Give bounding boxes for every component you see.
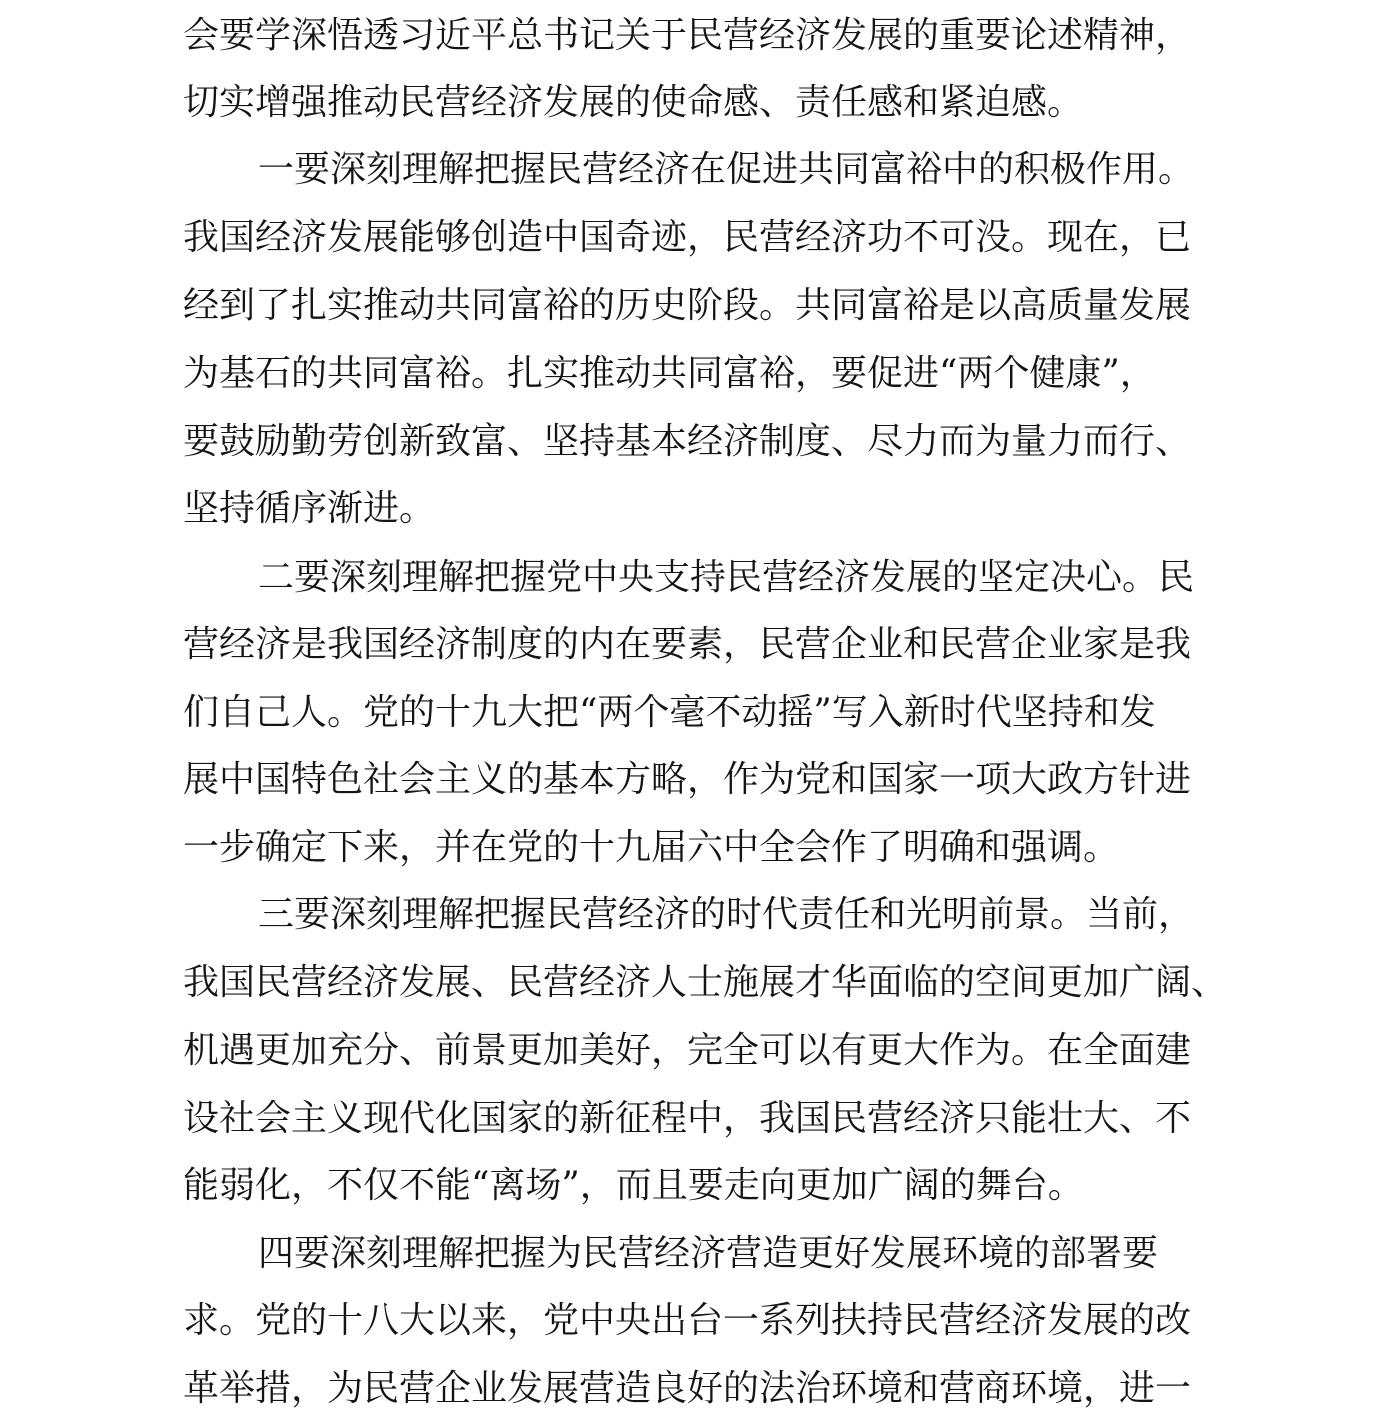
text-line-2: 切实增强推动民营经济发展的使命感、责任感和紧迫感。 <box>183 82 1084 123</box>
text-line-10: 营经济是我国经济制度的内在要素，民营企业和民营企业家是我 <box>183 624 1192 665</box>
paragraph-4-heading: 四要深刻理解把握为民营经济营造更好发展环境的部署要 <box>258 1233 1159 1274</box>
text-line-21: 革举措，为民营企业发展营造良好的法治环境和营商环境，进一 <box>183 1368 1192 1409</box>
text-line-13: 一步确定下来，并在党的十九届六中全会作了明确和强调。 <box>183 827 1120 868</box>
text-line-6: 为基石的共同富裕。扎实推动共同富裕，要促进“两个健康”， <box>183 353 1156 394</box>
text-line-20: 求。党的十八大以来，党中央出台一系列扶持民营经济发展的改 <box>183 1300 1192 1341</box>
text-line-15: 我国民营经济发展、民营经济人士施展才华面临的空间更加广阔、 <box>183 962 1228 1003</box>
text-line-16: 机遇更加充分、前景更加美好，完全可以有更大作为。在全面建 <box>183 1030 1192 1071</box>
text-line-12: 展中国特色社会主义的基本方略，作为党和国家一项大政方针进 <box>183 759 1192 800</box>
text-line-18: 能弱化，不仅不能“离场”，而且要走向更加广阔的舞台。 <box>183 1165 1084 1206</box>
text-line-4: 我国经济发展能够创造中国奇迹，民营经济功不可没。现在，已 <box>183 217 1192 258</box>
text-line-8: 坚持循序渐进。 <box>183 488 436 529</box>
text-line-11: 们自己人。党的十九大把“两个毫不动摇”写入新时代坚持和发 <box>183 692 1156 733</box>
text-line-5: 经到了扎实推动共同富裕的历史阶段。共同富裕是以高质量发展 <box>183 285 1192 326</box>
paragraph-1-heading: 一要深刻理解把握民营经济在促进共同富裕中的积极作用。 <box>258 149 1195 190</box>
text-line-1: 会要学深悟透习近平总书记关于民营经济发展的重要论述精神， <box>183 15 1192 56</box>
paragraph-3-heading: 三要深刻理解把握民营经济的时代责任和光明前景。当前， <box>258 894 1195 935</box>
text-line-17: 设社会主义现代化国家的新征程中，我国民营经济只能壮大、不 <box>183 1098 1192 1139</box>
text-line-7: 要鼓励勤劳创新致富、坚持基本经济制度、尽力而为量力而行、 <box>183 421 1192 462</box>
paragraph-2-heading: 二要深刻理解把握党中央支持民营经济发展的坚定决心。民 <box>258 557 1195 598</box>
